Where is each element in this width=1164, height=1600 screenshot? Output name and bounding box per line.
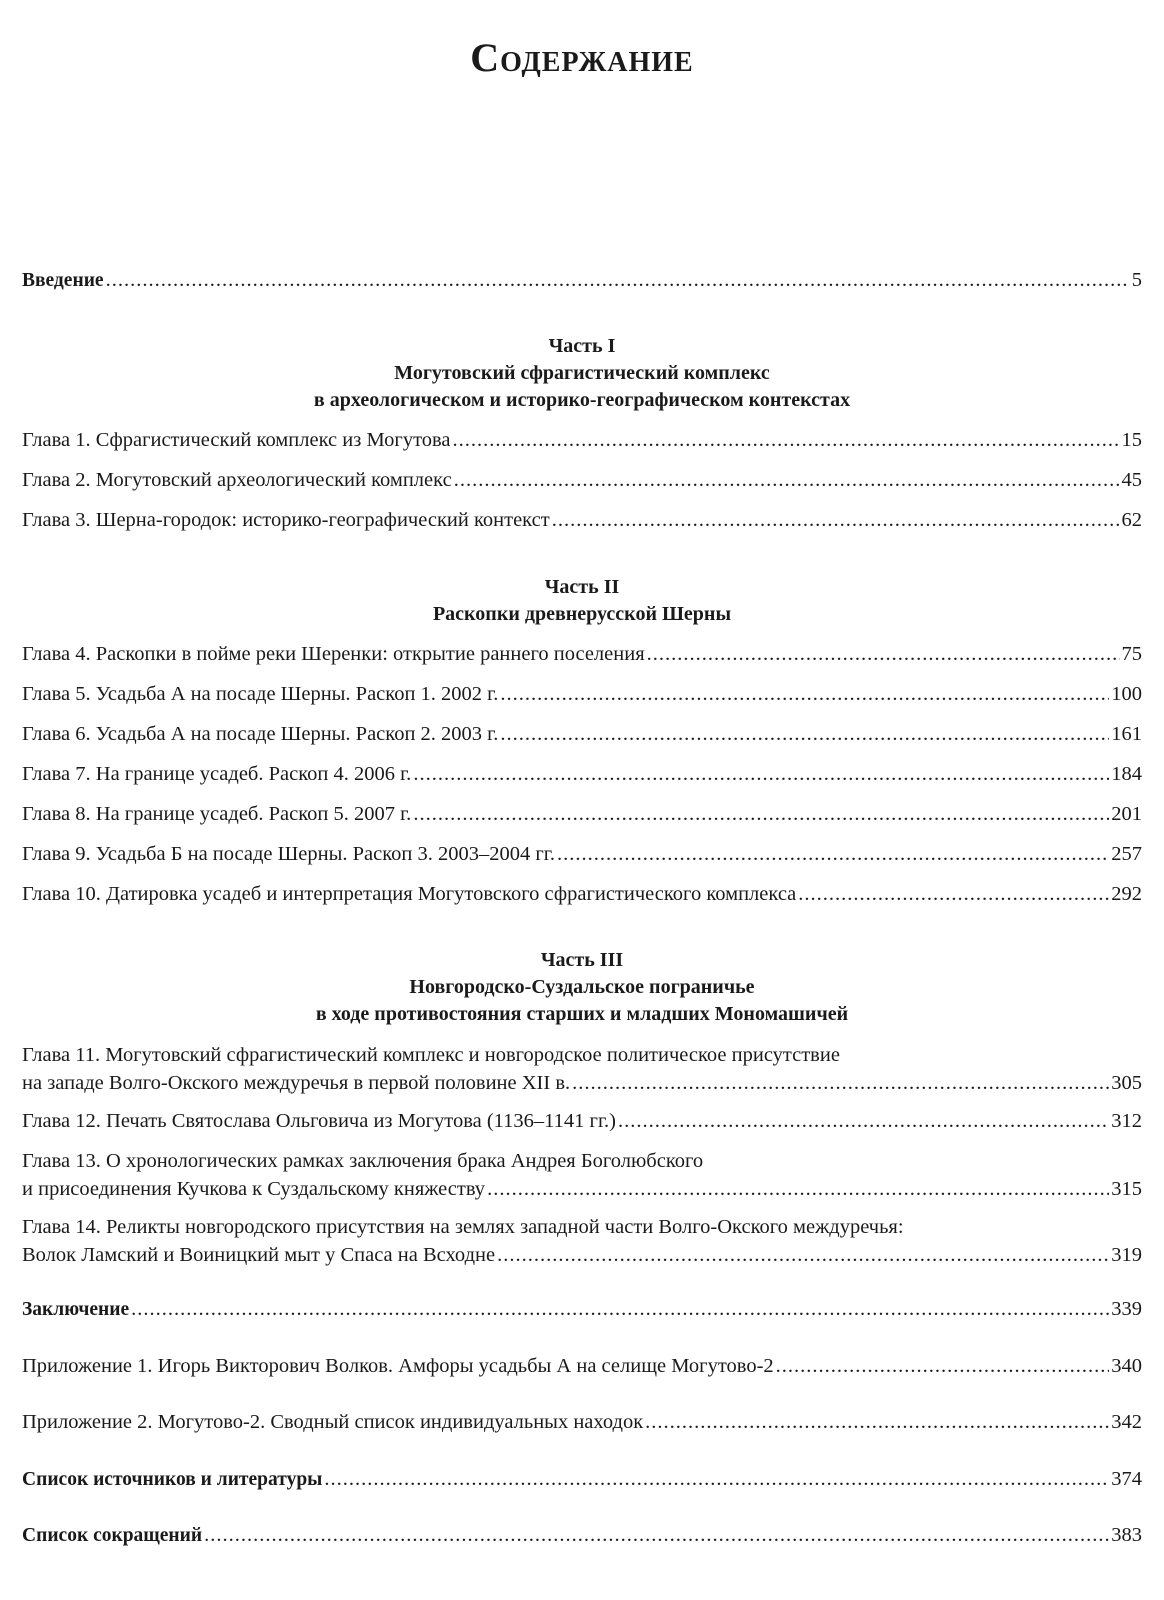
part-label: Часть II: [544, 576, 620, 598]
entry-title: Глава 7. На границе усадеб. Раскоп 4. 2006 г.: [22, 760, 411, 788]
toc-entry-abbreviations: [22, 1521, 1142, 1550]
leader-dots: [500, 680, 1109, 708]
leader-dots: [552, 506, 1120, 534]
entry-title: Список источников и литературы: [22, 1466, 322, 1494]
toc-entry-chapter-10: [22, 880, 1142, 908]
entry-page: 319: [1111, 1244, 1142, 1266]
entry-title: Глава 2. Могутовский археологический комплекс: [22, 466, 452, 494]
leader-dots: [413, 800, 1109, 828]
leader-dots: [454, 466, 1120, 494]
toc-entry-chapter-13: [22, 1147, 1142, 1203]
entry-page: 342: [1111, 1411, 1142, 1433]
entry-page: 15: [1121, 429, 1142, 451]
toc-entry-chapter-3: [22, 506, 1142, 534]
leader-dots: [453, 426, 1120, 454]
entry-page: 374: [1111, 1468, 1142, 1490]
toc-entry-chapter-9: [22, 840, 1142, 868]
leader-dots: [487, 1175, 1109, 1203]
entry-page: 315: [1111, 1178, 1142, 1200]
entry-title: Список сокращений: [22, 1522, 202, 1550]
leader-dots: [324, 1465, 1109, 1493]
toc-entry-chapter-12: [22, 1107, 1142, 1135]
leader-dots: [500, 720, 1109, 748]
entry-title-line: Глава 14. Реликты новгородского присутствия на землях западной части Волго-Окского междуречья:: [22, 1216, 904, 1238]
entry-page: 305: [1111, 1072, 1142, 1094]
entry-page: 312: [1111, 1110, 1142, 1132]
leader-dots: [557, 840, 1109, 868]
part-title-line: в ходе противостояния старших и младших Мономашичей: [315, 1003, 849, 1025]
toc-entry-chapter-8: [22, 800, 1142, 828]
part-heading-1: [22, 333, 1142, 414]
leader-dots: [131, 1295, 1109, 1323]
toc-entry-appendix-1: [22, 1352, 1142, 1380]
entry-title: Глава 3. Шерна-городок: историко-географический контекст: [22, 506, 550, 534]
toc-entry-chapter-5: [22, 680, 1142, 708]
leader-dots: [776, 1352, 1110, 1380]
part-label: Часть III: [540, 949, 624, 971]
part-label: Часть I: [548, 335, 616, 357]
leader-dots: [497, 1241, 1109, 1269]
entry-title-line: Глава 13. О хронологических рамках заключения брака Андрея Боголюбского: [22, 1150, 704, 1172]
entry-page: 45: [1121, 469, 1142, 491]
entry-title: Глава 6. Усадьба А на посаде Шерны. Раскоп 2. 2003 г.: [22, 720, 498, 748]
toc-entry-conclusion: [22, 1295, 1142, 1324]
entry-title-line: Глава 11. Могутовский сфрагистический комплекс и новгородское политическое присутствие: [22, 1044, 840, 1066]
entry-title: Заключение: [22, 1296, 129, 1324]
leader-dots: [106, 266, 1130, 294]
entry-title: Волок Ламский и Воиницкий мыт у Спаса на Всходне: [22, 1241, 495, 1269]
entry-title: Глава 1. Сфрагистический комплекс из Могутова: [22, 426, 451, 454]
leader-dots: [798, 880, 1109, 908]
part-heading-2: [22, 574, 1142, 628]
entry-title: Приложение 2. Могутово-2. Сводный список индивидуальных находок: [22, 1408, 643, 1436]
entry-page: 257: [1111, 843, 1142, 865]
entry-page: 339: [1111, 1298, 1142, 1320]
entry-title: Глава 12. Печать Святослава Ольговича из Могутова (1136–1141 гг.): [22, 1107, 616, 1135]
toc-entry-chapter-2: [22, 466, 1142, 494]
part-title-line: Новгородско-Суздальское пограничье: [409, 976, 755, 998]
toc-entry-chapter-11: [22, 1041, 1142, 1097]
entry-page: 75: [1121, 643, 1142, 665]
entry-title: Введение: [22, 267, 104, 295]
toc-entry-intro: [22, 266, 1142, 295]
leader-dots: [572, 1069, 1109, 1097]
entry-title: Глава 4. Раскопки в пойме реки Шеренки: открытие раннего поселения: [22, 640, 645, 668]
leader-dots: [645, 1408, 1109, 1436]
entry-page: 340: [1111, 1355, 1142, 1377]
leader-dots: [647, 640, 1120, 668]
part-title-line: Могутовский сфрагистический комплекс: [394, 362, 770, 384]
part-title-line: Раскопки древнерусской Шерны: [432, 603, 732, 625]
toc-entry-appendix-2: [22, 1408, 1142, 1436]
entry-title: Приложение 1. Игорь Викторович Волков. Амфоры усадьбы А на селище Могутово-2: [22, 1352, 774, 1380]
toc-entry-sources: [22, 1465, 1142, 1494]
entry-page: 62: [1121, 509, 1142, 531]
toc-entry-chapter-4: [22, 640, 1142, 668]
entry-title: Глава 9. Усадьба Б на посаде Шерны. Раскоп 3. 2003–2004 гг.: [22, 840, 555, 868]
entry-page: 292: [1111, 883, 1142, 905]
leader-dots: [413, 760, 1109, 788]
part-heading-3: [22, 947, 1142, 1028]
part-title-line: в археологическом и историко-географическом контекстах: [313, 389, 851, 411]
entry-page: 383: [1111, 1524, 1142, 1546]
entry-title: Глава 10. Датировка усадеб и интерпретация Могутовского сфрагистического комплекса: [22, 880, 796, 908]
toc-entry-chapter-1: [22, 426, 1142, 454]
entry-page: 5: [1131, 269, 1142, 291]
page-title: Содержание: [470, 35, 694, 80]
toc-page: [22, 0, 1142, 1600]
toc-entry-chapter-6: [22, 720, 1142, 748]
toc-entry-chapter-14: [22, 1213, 1142, 1269]
entry-page: 161: [1111, 723, 1142, 745]
entry-page: 100: [1111, 683, 1142, 705]
toc-entry-chapter-7: [22, 760, 1142, 788]
leader-dots: [618, 1107, 1109, 1135]
leader-dots: [204, 1521, 1109, 1549]
entry-page: 201: [1111, 803, 1142, 825]
entry-page: 184: [1111, 763, 1142, 785]
entry-title: на западе Волго-Окского междуречья в первой половине XII в.: [22, 1069, 570, 1097]
entry-title: Глава 8. На границе усадеб. Раскоп 5. 2007 г.: [22, 800, 411, 828]
entry-title: Глава 5. Усадьба А на посаде Шерны. Раскоп 1. 2002 г.: [22, 680, 498, 708]
entry-title: и присоединения Кучкова к Суздальскому княжеству: [22, 1175, 485, 1203]
